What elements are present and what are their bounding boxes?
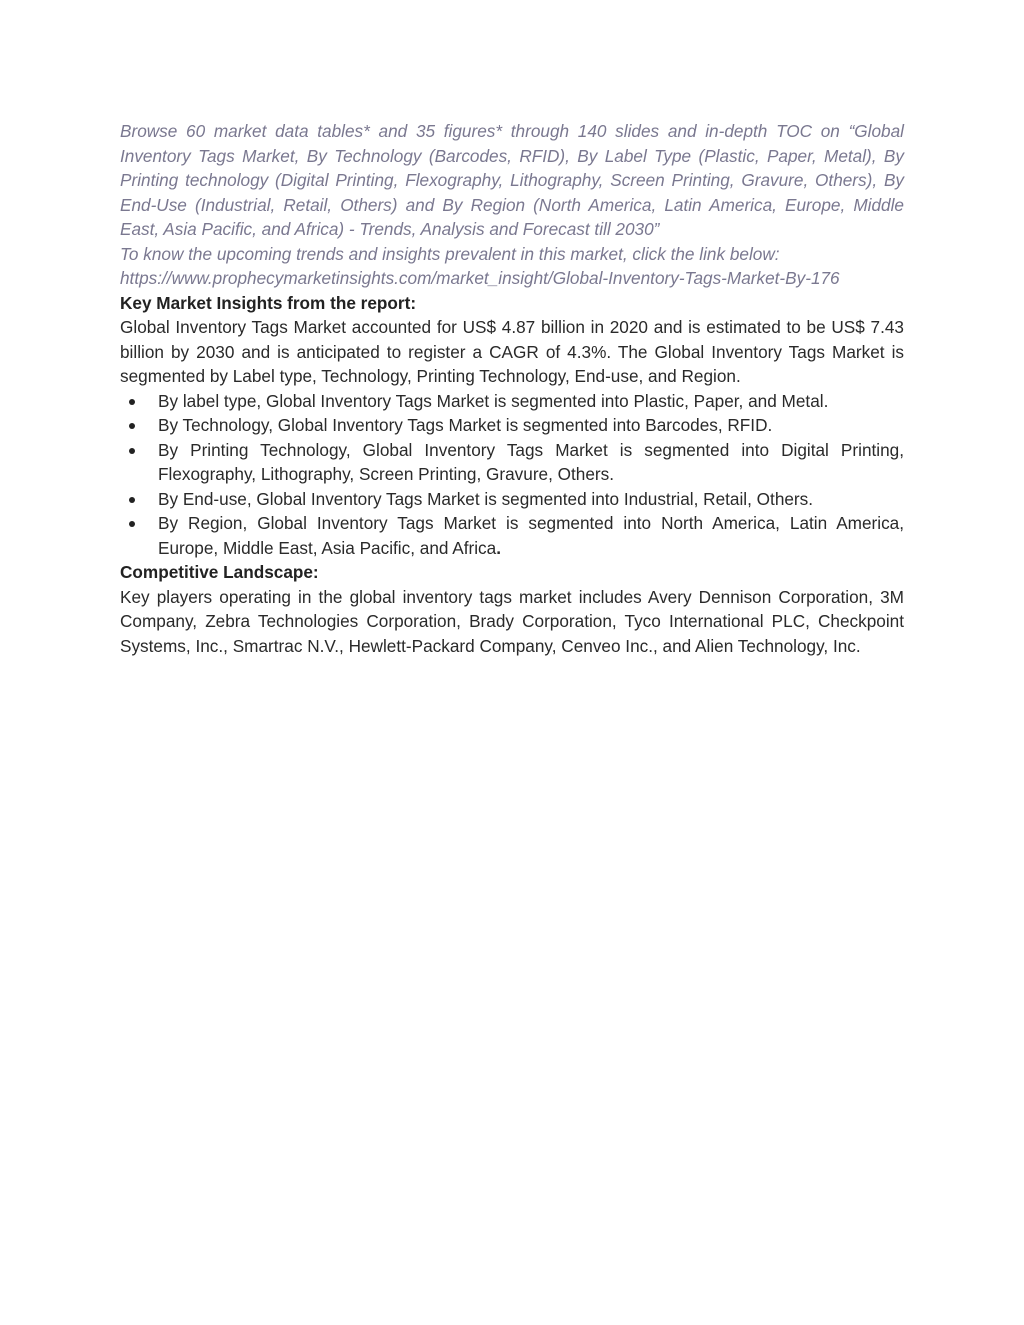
bullet-icon: [129, 423, 135, 429]
list-item-text: By Printing Technology, Global Inventory Tags Market is segmented into Digital Printing, Flexography, Lithography, Screen Printing, Gravure, Others.: [158, 439, 904, 484]
insights-heading: Key Market Insights from the report:: [120, 292, 417, 313]
competitive-paragraph: Key players operating in the global inventory tags market includes Avery Dennison Corporation, 3M Company, Zebra Technologies Corporation, Brady Corporation, Tyco International PLC, Checkpoint Systems, Inc., Smartrac N.V., Hewlett-Packard Company, Cenveo Inc., and Alien Technology, Inc.: [120, 586, 904, 656]
bullet-icon: [129, 497, 135, 503]
insights-paragraph: Global Inventory Tags Market accounted for US$ 4.87 billion in 2020 and is estimated to be US$ 7.43 billion by 2030 and is anticipated to register a CAGR of 4.3%. The Global Inventory Tags Market is segmented by Label type, Technology, Printing Technology, End-use, and Region.: [120, 317, 904, 386]
list-item: [120, 487, 904, 512]
segment-list: [120, 389, 904, 561]
document-page: [120, 119, 904, 658]
list-item-text: By Technology, Global Inventory Tags Market is segmented into Barcodes, RFID.: [158, 415, 773, 435]
report-link[interactable]: https://www.prophecymarketinsights.com/market_insight/Global-Inventory-Tags-Market-By-176: [120, 268, 840, 288]
list-item: [120, 413, 904, 438]
cta-text: To know the upcoming trends and insights prevalent in this market, click the link below:: [120, 243, 780, 264]
competitive-heading: Competitive Landscape:: [120, 562, 319, 582]
intro-paragraph: Browse 60 market data tables* and 35 figures* through 140 slides and in-depth TOC on “Global Inventory Tags Market, By Technology (Barcodes, RFID), By Label Type (Plastic, Paper, Metal), By Printing technology (Digital Printing, Flexography, Lithography, Screen Printing, Gravure, Others), By End-Use (Industrial, Retail, Others) and By Region (North America, Latin America, Europe, Middle East, Asia Pacific, and Africa) - Trends, Analysis and Forecast till 2030”: [120, 121, 904, 239]
list-item-period: .: [496, 537, 501, 558]
list-item: [120, 511, 904, 560]
bullet-icon: [129, 399, 135, 405]
list-item: [120, 438, 904, 487]
list-item: [120, 389, 904, 414]
bullet-icon: [129, 448, 135, 454]
list-item-text: By Region, Global Inventory Tags Market is segmented into North America, Latin America, Europe, Middle East, Asia Pacific, and Africa: [158, 513, 904, 558]
bullet-icon: [129, 521, 135, 527]
list-item-text: By label type, Global Inventory Tags Market is segmented into Plastic, Paper, and Metal.: [158, 390, 829, 411]
list-item-text: By End-use, Global Inventory Tags Market is segmented into Industrial, Retail, Others.: [158, 488, 814, 509]
